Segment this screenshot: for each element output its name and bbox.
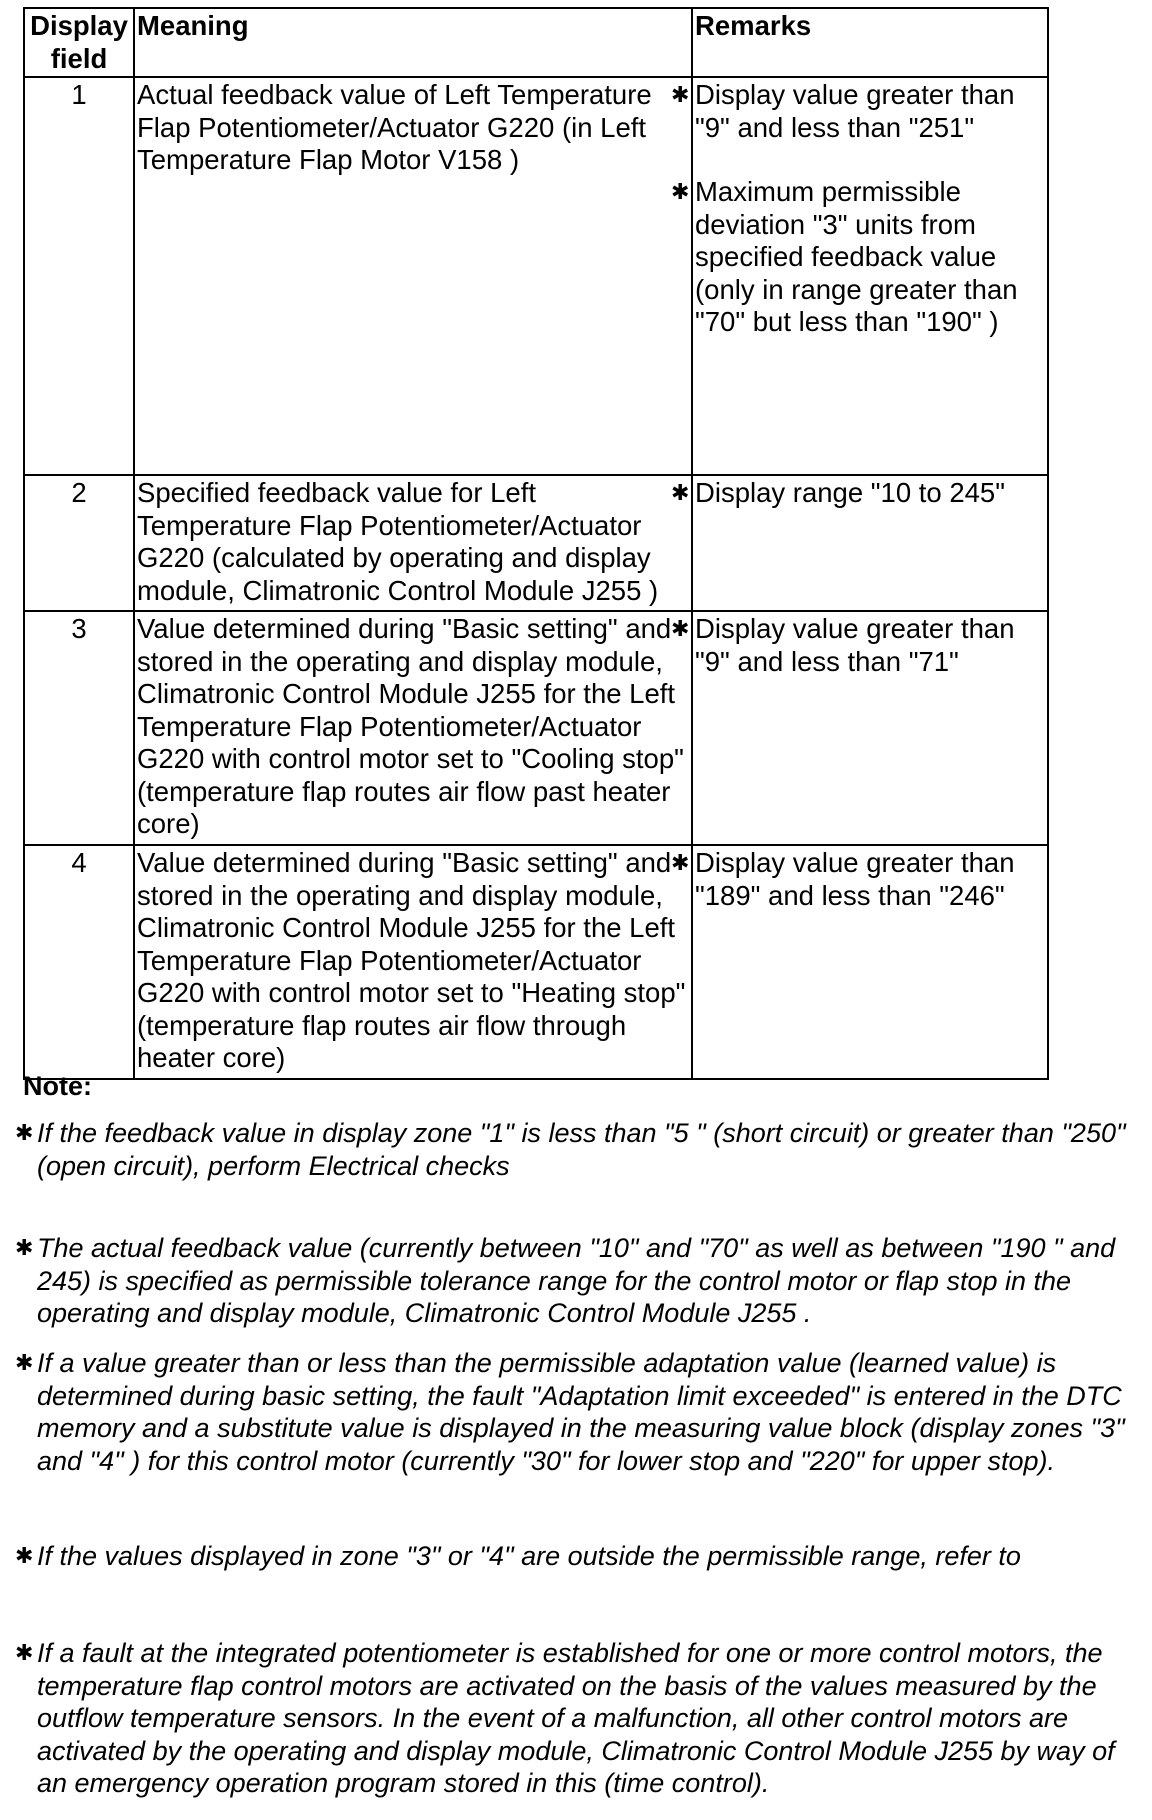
field-number: 1 <box>24 77 134 475</box>
remark-text: Display range "10 to 245" <box>695 477 1005 508</box>
header-meaning: Meaning <box>134 8 692 77</box>
table-row <box>24 845 1048 1079</box>
remark-text: Display value greater than "9" and less than "71" <box>695 613 1015 677</box>
remark-item <box>671 477 1045 510</box>
display-field-table <box>23 7 1049 1080</box>
note-text: If the feedback value in display zone "1" is less than "5 " (short circuit) or greater than "250" (open circuit), perform Electrical checks <box>37 1118 1126 1181</box>
field-number: 2 <box>24 475 134 611</box>
remark-item <box>671 847 1045 912</box>
asterisk-bullet-icon: ✱ <box>671 480 690 505</box>
remark-item <box>671 613 1045 678</box>
remarks-cell <box>671 611 1048 845</box>
field-number: 3 <box>24 611 134 845</box>
asterisk-bullet-icon: ✱ <box>671 616 690 641</box>
asterisk-bullet-icon: ✱ <box>15 1543 34 1568</box>
asterisk-bullet-icon: ✱ <box>15 1640 34 1665</box>
header-remarks: Remarks <box>692 8 1048 77</box>
remarks-cell <box>671 475 1048 611</box>
remark-text: Display value greater than "9" and less than "251" <box>695 79 1015 143</box>
note-text: If a value greater than or less than the permissible adaptation value (learned value) is determined during basic setting, the fault "Adaptation limit exceeded" is entered in the DTC memory and a substitute value is displayed in the measuring value block (display zones "3" and "4" ) for this control motor (currently "30" for lower stop and "220" for upper stop). <box>37 1348 1125 1476</box>
meaning-cell: Actual feedback value of Left Temperature Flap Potentiometer/Actuator G220 (in Left Temperature Flap Motor V158 ) <box>134 77 692 475</box>
table-row <box>24 611 1048 845</box>
asterisk-bullet-icon: ✱ <box>671 850 690 875</box>
header-display-field: Display field <box>24 8 134 77</box>
remark-text: Display value greater than "189" and less than "246" <box>695 847 1015 911</box>
note-heading: Note: <box>23 1071 92 1101</box>
remark-item <box>671 79 1045 144</box>
table-row <box>24 77 1048 475</box>
asterisk-bullet-icon: ✱ <box>15 1120 34 1145</box>
note-text: If the values displayed in zone "3" or "4" are outside the permissible range, refer to <box>37 1541 1021 1571</box>
note-item <box>15 1540 1137 1573</box>
table-row <box>24 475 1048 611</box>
note-item <box>15 1232 1137 1330</box>
meaning-cell: Value determined during "Basic setting" and stored in the operating and display module, Climatronic Control Module J255 for the Left Temperature Flap Potentiometer/Actuator G220 with control motor set to "Cooling stop" (temperature flap routes air flow past heater core) <box>134 611 692 845</box>
asterisk-bullet-icon: ✱ <box>15 1235 34 1260</box>
remarks-cell <box>671 77 1048 475</box>
note-item <box>15 1637 1137 1800</box>
asterisk-bullet-icon: ✱ <box>671 179 690 204</box>
remark-text: Maximum permissible deviation "3" units from specified feedback value (only in range greater than "70" but less than "190" ) <box>695 176 1018 337</box>
note-item <box>15 1117 1137 1182</box>
asterisk-bullet-icon: ✱ <box>15 1350 34 1375</box>
remark-item <box>671 176 1045 339</box>
remarks-cell <box>671 845 1048 1079</box>
meaning-cell: Value determined during "Basic setting" and stored in the operating and display module, Climatronic Control Module J255 for the Left Temperature Flap Potentiometer/Actuator G220 with control motor set to "Heating stop" (temperature flap routes air flow through heater core) <box>134 845 692 1079</box>
field-number: 4 <box>24 845 134 1079</box>
meaning-cell: Specified feedback value for Left Temperature Flap Potentiometer/Actuator G220 (calculated by operating and display module, Climatronic Control Module J255 ) <box>134 475 692 611</box>
note-text: If a fault at the integrated potentiometer is established for one or more control motors, the temperature flap control motors are activated on the basis of the values measured by the outflow temperature sensors. In the event of a malfunction, all other control motors are activated by the operating and display module, Climatronic Control Module J255 by way of an emergency operation program stored in this (time control). <box>37 1638 1115 1798</box>
note-text: The actual feedback value (currently between "10" and "70" as well as between "190 " and 245) is specified as permissible tolerance range for the control motor or flap stop in the operating and display module, Climatronic Control Module J255 . <box>37 1233 1116 1328</box>
table-header-row <box>24 8 1048 77</box>
note-item <box>15 1347 1137 1477</box>
asterisk-bullet-icon: ✱ <box>671 82 690 107</box>
